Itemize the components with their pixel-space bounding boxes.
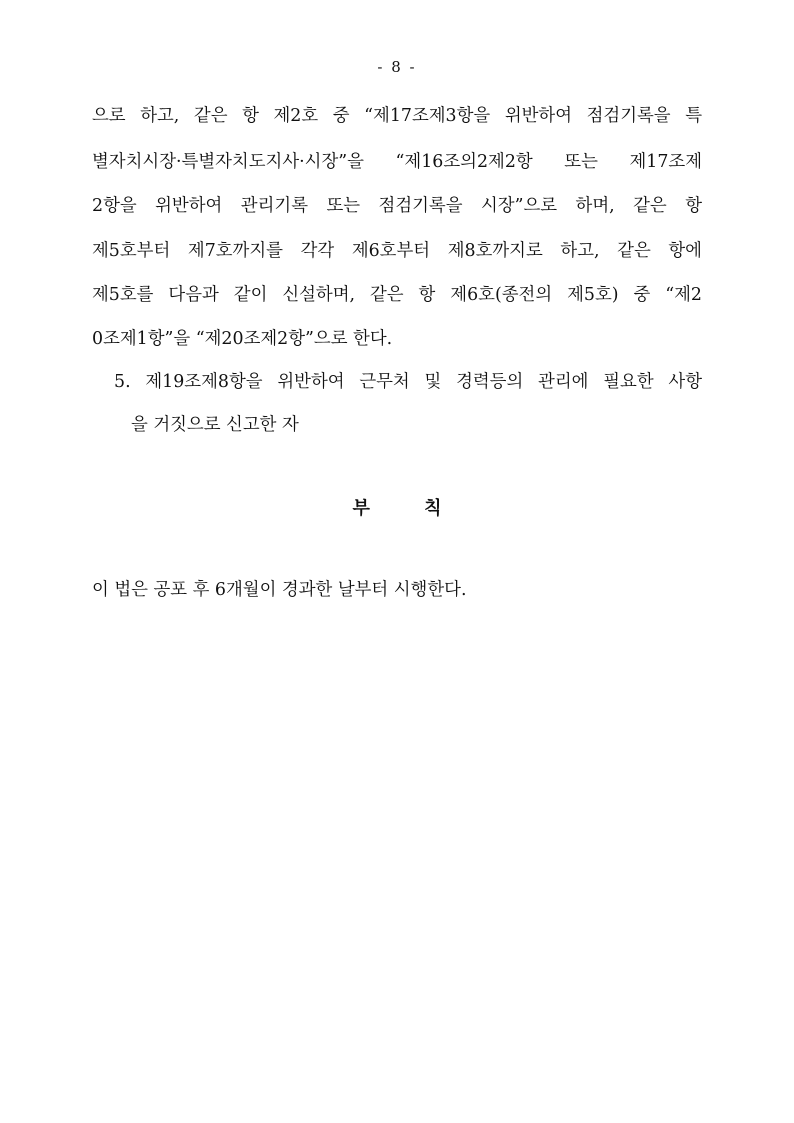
body-line: 으로 하고, 같은 항 제2호 중 “제17조제3항을 위반하여 점검기록을 특 bbox=[92, 106, 702, 126]
body-line: 제5호를 다음과 같이 신설하며, 같은 항 제6호(종전의 제5호) 중 “제2 bbox=[92, 285, 702, 305]
supplementary-provisions-heading: 부 칙 bbox=[352, 498, 442, 519]
body-line: 별자치시장·특별자치도지사·시장”을 “제16조의2제2항 또는 제17조제 bbox=[92, 152, 702, 172]
body-line: 0조제1항”을 “제20조제2항”으로 한다. bbox=[92, 329, 393, 349]
body-line: 2항을 위반하여 관리기록 또는 점검기록을 시장”으로 하며, 같은 항 bbox=[92, 196, 702, 216]
list-item-line: 5. 제19조제8항을 위반하여 근무처 및 경력등의 관리에 필요한 사항 bbox=[114, 372, 702, 392]
enforcement-date-text: 이 법은 공포 후 6개월이 경과한 날부터 시행한다. bbox=[92, 580, 467, 600]
body-line: 제5호부터 제7호까지를 각각 제6호부터 제8호까지로 하고, 같은 항에 bbox=[92, 241, 702, 261]
list-item-continuation: 을 거짓으로 신고한 자 bbox=[131, 415, 299, 435]
page-number: - 8 - bbox=[377, 58, 417, 76]
